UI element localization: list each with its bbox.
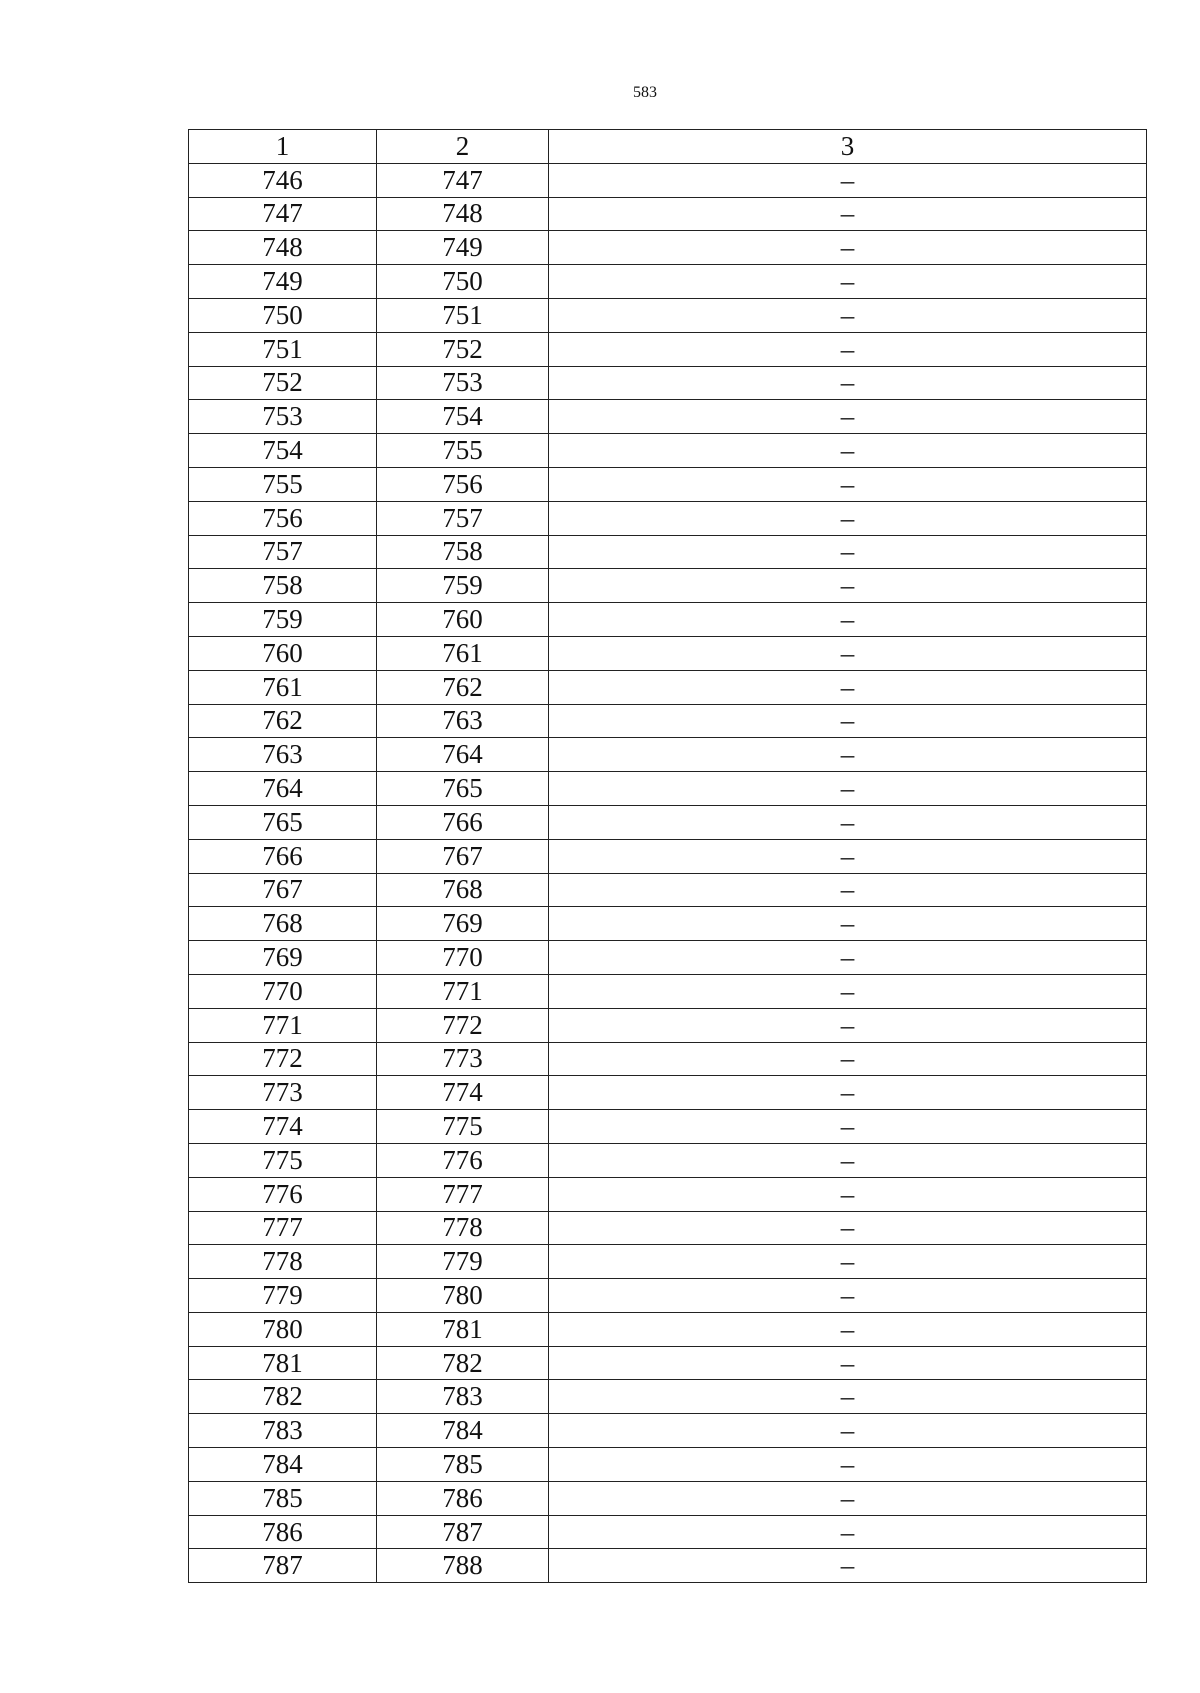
table-cell-col-2: 753 (377, 366, 549, 400)
table-cell-col-2: 748 (377, 197, 549, 231)
table-cell-col-2: 761 (377, 636, 549, 670)
table-cell-col-2: 771 (377, 974, 549, 1008)
table-cell-col-2: 750 (377, 265, 549, 299)
table-cell-col-1: 746 (189, 163, 377, 197)
table-cell-col-2: 787 (377, 1515, 549, 1549)
table-cell-col-3: – (549, 1279, 1147, 1313)
table-row (189, 839, 1147, 873)
table-cell-col-3: – (549, 907, 1147, 941)
table-cell-col-1: 751 (189, 332, 377, 366)
table-cell-col-2: 755 (377, 434, 549, 468)
table-cell-col-3: – (549, 298, 1147, 332)
table-cell-col-2: 757 (377, 501, 549, 535)
table-row (189, 1143, 1147, 1177)
table-cell-col-3: – (549, 1008, 1147, 1042)
table-cell-col-2: 783 (377, 1380, 549, 1414)
table-cell-col-2: 758 (377, 535, 549, 569)
table-cell-col-3: – (549, 603, 1147, 637)
table-cell-col-2: 788 (377, 1549, 549, 1583)
table-row (189, 467, 1147, 501)
table-cell-col-3: – (549, 839, 1147, 873)
table-cell-col-2: 779 (377, 1245, 549, 1279)
table-cell-col-3: – (549, 1177, 1147, 1211)
table-cell-col-3: – (549, 1312, 1147, 1346)
table-row (189, 1177, 1147, 1211)
table-cell-col-1: 767 (189, 873, 377, 907)
table-cell-col-3: – (549, 332, 1147, 366)
table-row (189, 1346, 1147, 1380)
header-row (189, 130, 1147, 164)
table-cell-col-2: 756 (377, 467, 549, 501)
table-cell-col-1: 757 (189, 535, 377, 569)
table-cell-col-2: 763 (377, 704, 549, 738)
header-cell-col-2: 2 (377, 130, 549, 164)
data-table-container (188, 129, 1146, 1583)
table-cell-col-2: 767 (377, 839, 549, 873)
table-cell-col-3: – (549, 1380, 1147, 1414)
table-cell-col-2: 776 (377, 1143, 549, 1177)
table-row (189, 1549, 1147, 1583)
table-cell-col-1: 780 (189, 1312, 377, 1346)
table-row (189, 265, 1147, 299)
table-cell-col-3: – (549, 1448, 1147, 1482)
table-cell-col-3: – (549, 805, 1147, 839)
table-cell-col-2: 762 (377, 670, 549, 704)
table-cell-col-2: 773 (377, 1042, 549, 1076)
table-cell-col-1: 756 (189, 501, 377, 535)
table-cell-col-1: 769 (189, 941, 377, 975)
table-header (189, 130, 1147, 164)
table-cell-col-3: – (549, 1076, 1147, 1110)
table-cell-col-3: – (549, 1346, 1147, 1380)
table-cell-col-3: – (549, 670, 1147, 704)
table-row (189, 163, 1147, 197)
table-row (189, 1380, 1147, 1414)
table-row (189, 400, 1147, 434)
table-cell-col-3: – (549, 569, 1147, 603)
table-cell-col-1: 775 (189, 1143, 377, 1177)
table-cell-col-1: 750 (189, 298, 377, 332)
table-row (189, 231, 1147, 265)
table-cell-col-2: 760 (377, 603, 549, 637)
table-row (189, 332, 1147, 366)
table-cell-col-1: 777 (189, 1211, 377, 1245)
table-row (189, 434, 1147, 468)
page-number: 583 (633, 84, 657, 101)
table-cell-col-3: – (549, 1143, 1147, 1177)
table-cell-col-2: 777 (377, 1177, 549, 1211)
table-cell-col-1: 779 (189, 1279, 377, 1313)
table-row (189, 805, 1147, 839)
table-cell-col-3: – (549, 434, 1147, 468)
table-cell-col-3: – (549, 535, 1147, 569)
table-cell-col-2: 749 (377, 231, 549, 265)
table-cell-col-3: – (549, 974, 1147, 1008)
table-row (189, 1211, 1147, 1245)
table-cell-col-2: 782 (377, 1346, 549, 1380)
table-cell-col-2: 774 (377, 1076, 549, 1110)
table-cell-col-3: – (549, 873, 1147, 907)
table-cell-col-1: 761 (189, 670, 377, 704)
table-row (189, 1312, 1147, 1346)
table-row (189, 501, 1147, 535)
table-row (189, 366, 1147, 400)
table-cell-col-1: 758 (189, 569, 377, 603)
table-cell-col-3: – (549, 501, 1147, 535)
table-cell-col-1: 770 (189, 974, 377, 1008)
table-cell-col-3: – (549, 1515, 1147, 1549)
table-cell-col-1: 753 (189, 400, 377, 434)
table-row (189, 1245, 1147, 1279)
table-cell-col-2: 784 (377, 1414, 549, 1448)
table-cell-col-3: – (549, 636, 1147, 670)
table-cell-col-2: 778 (377, 1211, 549, 1245)
table-row (189, 974, 1147, 1008)
table-cell-col-2: 764 (377, 738, 549, 772)
table-cell-col-1: 755 (189, 467, 377, 501)
table-cell-col-1: 749 (189, 265, 377, 299)
table-cell-col-1: 760 (189, 636, 377, 670)
table-cell-col-3: – (549, 231, 1147, 265)
table-cell-col-1: 774 (189, 1110, 377, 1144)
table-cell-col-2: 775 (377, 1110, 549, 1144)
table-row (189, 1515, 1147, 1549)
table-row (189, 1110, 1147, 1144)
table-row (189, 941, 1147, 975)
table-cell-col-2: 781 (377, 1312, 549, 1346)
table-cell-col-1: 773 (189, 1076, 377, 1110)
table-cell-col-3: – (549, 467, 1147, 501)
table-row (189, 569, 1147, 603)
table-row (189, 704, 1147, 738)
table-cell-col-3: – (549, 772, 1147, 806)
table-cell-col-1: 763 (189, 738, 377, 772)
table-cell-col-3: – (549, 1549, 1147, 1583)
table-cell-col-1: 748 (189, 231, 377, 265)
table-cell-col-1: 762 (189, 704, 377, 738)
table-cell-col-1: 776 (189, 1177, 377, 1211)
table-row (189, 1448, 1147, 1482)
table-cell-col-1: 764 (189, 772, 377, 806)
table-cell-col-1: 766 (189, 839, 377, 873)
table-cell-col-2: 747 (377, 163, 549, 197)
table-cell-col-3: – (549, 941, 1147, 975)
table-row (189, 1414, 1147, 1448)
header-cell-col-1: 1 (189, 130, 377, 164)
table-row (189, 1008, 1147, 1042)
table-cell-col-1: 785 (189, 1481, 377, 1515)
table-row (189, 670, 1147, 704)
table-row (189, 298, 1147, 332)
table-cell-col-3: – (549, 1414, 1147, 1448)
table-cell-col-1: 782 (189, 1380, 377, 1414)
table-body (189, 163, 1147, 1582)
data-table (188, 129, 1147, 1583)
table-row (189, 772, 1147, 806)
table-cell-col-2: 780 (377, 1279, 549, 1313)
table-cell-col-3: – (549, 1042, 1147, 1076)
table-cell-col-2: 766 (377, 805, 549, 839)
table-cell-col-3: – (549, 1481, 1147, 1515)
header-cell-col-3: 3 (549, 130, 1147, 164)
table-cell-col-2: 751 (377, 298, 549, 332)
table-row (189, 1076, 1147, 1110)
table-cell-col-2: 785 (377, 1448, 549, 1482)
table-cell-col-1: 768 (189, 907, 377, 941)
table-cell-col-1: 787 (189, 1549, 377, 1583)
table-row (189, 603, 1147, 637)
table-cell-col-1: 759 (189, 603, 377, 637)
table-row (189, 636, 1147, 670)
table-row (189, 738, 1147, 772)
table-cell-col-1: 784 (189, 1448, 377, 1482)
table-cell-col-2: 752 (377, 332, 549, 366)
table-cell-col-2: 754 (377, 400, 549, 434)
table-cell-col-2: 759 (377, 569, 549, 603)
table-row (189, 1042, 1147, 1076)
table-cell-col-3: – (549, 366, 1147, 400)
table-cell-col-1: 754 (189, 434, 377, 468)
table-cell-col-2: 786 (377, 1481, 549, 1515)
table-cell-col-2: 772 (377, 1008, 549, 1042)
table-row (189, 197, 1147, 231)
table-cell-col-1: 747 (189, 197, 377, 231)
table-cell-col-3: – (549, 1211, 1147, 1245)
table-row (189, 907, 1147, 941)
table-cell-col-3: – (549, 265, 1147, 299)
table-cell-col-1: 765 (189, 805, 377, 839)
table-cell-col-3: – (549, 704, 1147, 738)
table-cell-col-1: 781 (189, 1346, 377, 1380)
table-cell-col-2: 769 (377, 907, 549, 941)
table-cell-col-1: 786 (189, 1515, 377, 1549)
table-row (189, 1279, 1147, 1313)
table-cell-col-3: – (549, 1245, 1147, 1279)
table-cell-col-3: – (549, 1110, 1147, 1144)
table-cell-col-1: 778 (189, 1245, 377, 1279)
table-cell-col-3: – (549, 738, 1147, 772)
table-cell-col-1: 771 (189, 1008, 377, 1042)
table-cell-col-3: – (549, 163, 1147, 197)
table-cell-col-1: 772 (189, 1042, 377, 1076)
table-cell-col-2: 770 (377, 941, 549, 975)
table-cell-col-3: – (549, 197, 1147, 231)
table-row (189, 873, 1147, 907)
table-cell-col-2: 768 (377, 873, 549, 907)
table-cell-col-2: 765 (377, 772, 549, 806)
table-row (189, 535, 1147, 569)
table-row (189, 1481, 1147, 1515)
table-cell-col-3: – (549, 400, 1147, 434)
table-cell-col-1: 783 (189, 1414, 377, 1448)
table-cell-col-1: 752 (189, 366, 377, 400)
